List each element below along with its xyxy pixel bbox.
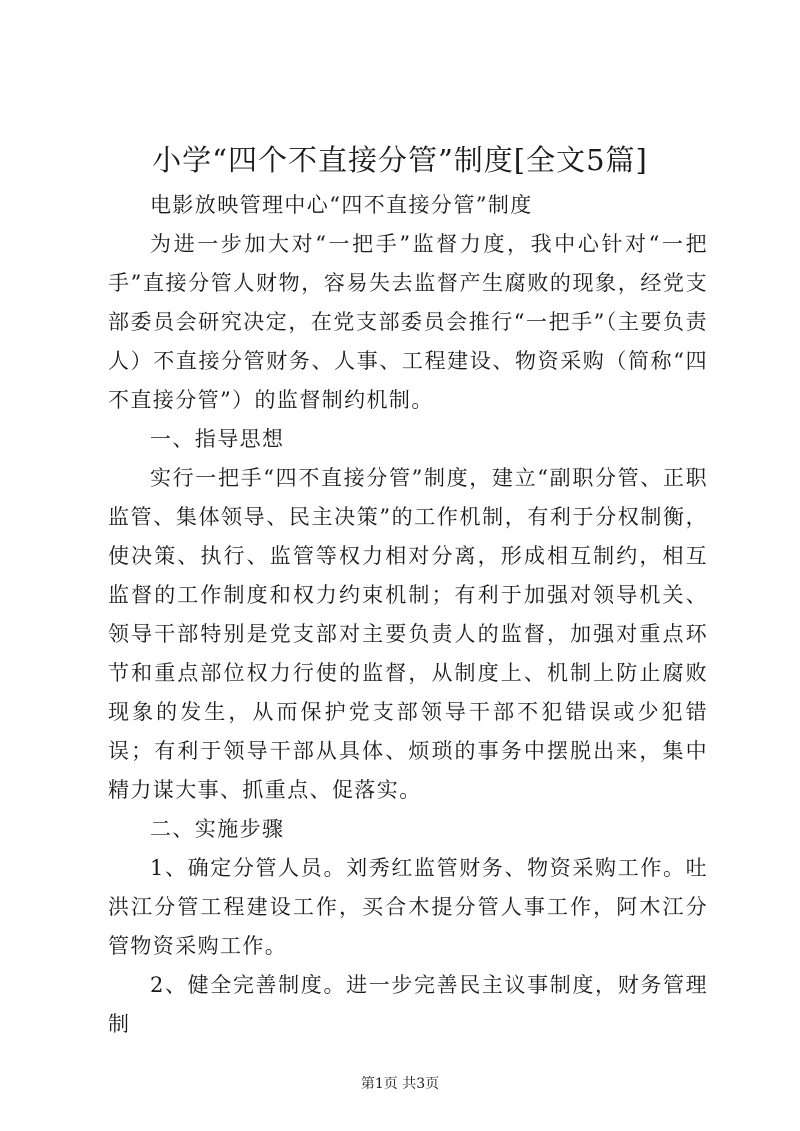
guiding-thought-paragraph: 实行一把手“四不直接分管”制度，建立“副职分管、正职监管、集体领导、民主决策”的工作机制，有利于分权制衡，使决策、执行、监管等权力相对分离，形成相互制约，相互监督的工作制度和权力约束机制；有利于加强对领导机关、领导干部特别是党支部对主要负责人的监督，加强对重点环节和重点部位权力行使的监督，从制度上、机制上防止腐败现象的发生，从而保护党支部领导干部不犯错误或少犯错误；有利于领导干部从具体、烦琐的事务中摆脱出来，集中精力谋大事、抓重点、促落实。 [108, 466, 708, 802]
step-2-paragraph: 2、健全完善制度。进一步完善民主议事制度，财务管理制 [108, 973, 708, 1036]
intro-paragraph: 为进一步加大对“一把手”监督力度，我中心针对“一把手”直接分管人财物，容易失去监督产生腐败的现象，经党支部委员会研究决定，在党支部委员会推行“一把手”（主要负责人）不直接分管财务、人事、工程建设、物资采购（简称“四不直接分管”）的监督制约机制。 [108, 232, 708, 412]
document-title: 小学“四个不直接分管”制度[全文5篇] [152, 143, 648, 177]
section-heading-guiding-thought: 一、指导思想 [150, 427, 285, 451]
document-body [108, 186, 708, 1044]
subtitle-paragraph: 电影放映管理中心“四不直接分管”制度 [150, 193, 533, 217]
step-1-paragraph: 1、确定分管人员。刘秀红监管财务、物资采购工作。吐洪江分管工程建设工作，买合木提分管人事工作，阿木江分管物资采购工作。 [108, 856, 708, 958]
section-heading-implementation-steps: 二、实施步骤 [150, 817, 285, 841]
page-footer: 第1页 共3页 [360, 1076, 440, 1092]
